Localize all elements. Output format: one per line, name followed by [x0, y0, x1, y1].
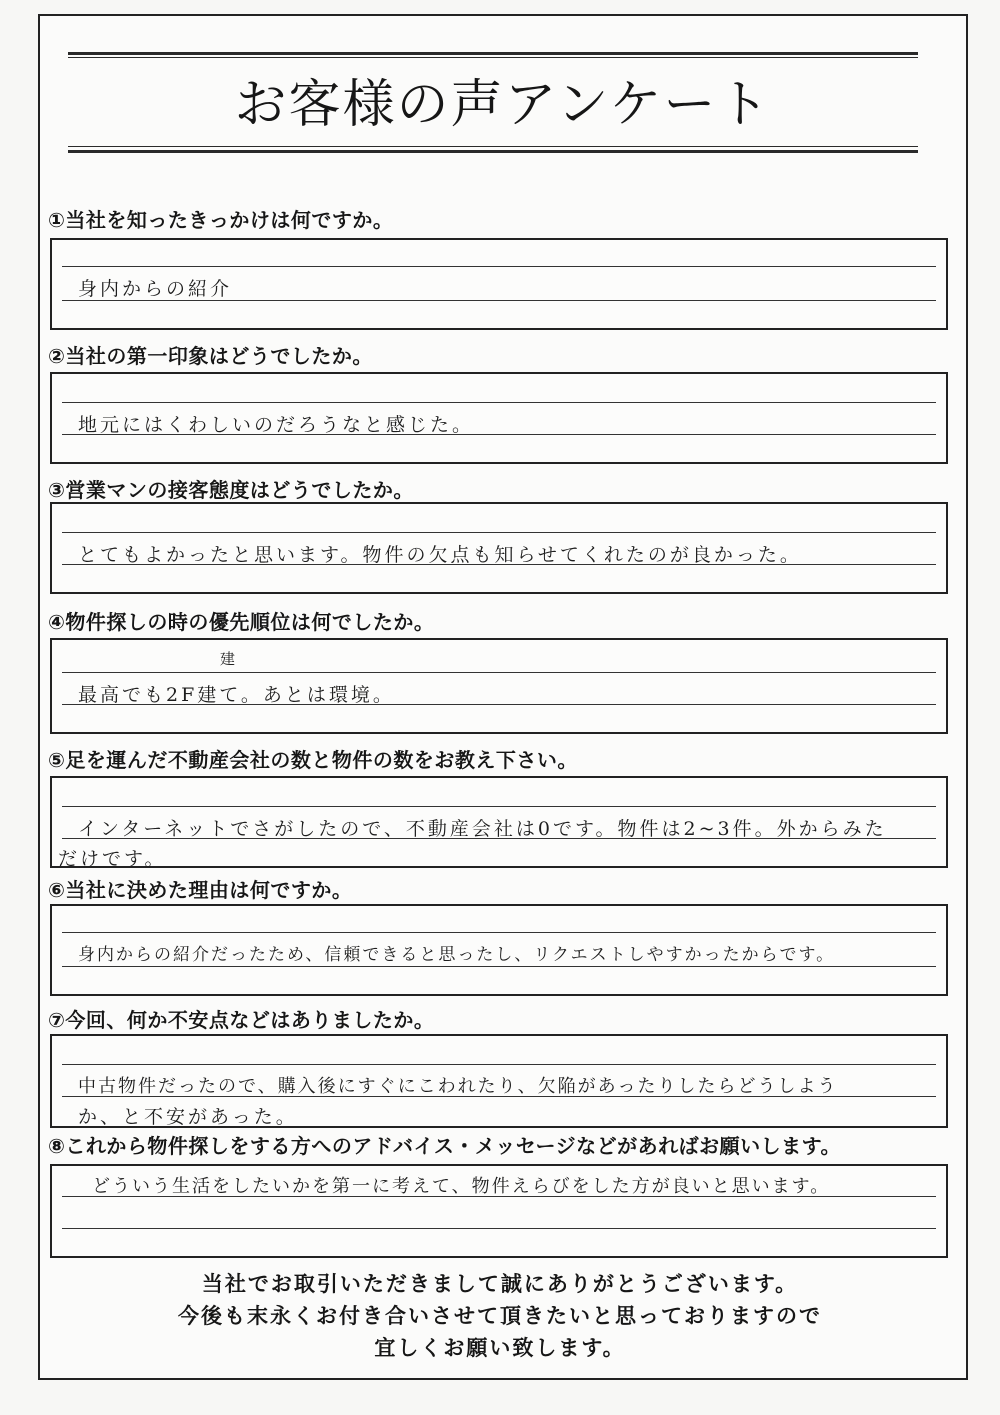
answer-2-text: 地元にはくわしいのだろうなと感じた。 [78, 414, 475, 436]
answer-7-text-line-2: か、と不安があった。 [78, 1106, 298, 1128]
answer-1-text: 身内からの紹介 [78, 278, 233, 300]
answer-line [62, 932, 936, 933]
answer-8-text: どういう生活をしたいかを第一に考えて、物件えらびをした方が良いと思います。 [92, 1176, 831, 1197]
answer-2-box [50, 372, 948, 464]
question-1-label: ①当社を知ったきっかけは何ですか。 [48, 208, 394, 232]
title-top-rule-thin [68, 57, 918, 58]
answer-3-text: とてもよかったと思います。物件の欠点も知らせてくれたのが良かった。 [78, 544, 802, 566]
title-top-rule [68, 52, 918, 55]
question-2-label: ②当社の第一印象はどうでしたか。 [48, 344, 373, 368]
question-6-label: ⑥当社に決めた理由は何ですか。 [48, 878, 353, 902]
answer-line [62, 672, 936, 673]
answer-5-box [50, 776, 948, 868]
answer-line [62, 1064, 936, 1065]
answer-line [62, 1228, 936, 1229]
answer-5-text-line-2: だけです。 [58, 848, 167, 870]
footer-line-3: 宜しくお願い致します。 [374, 1336, 626, 1360]
question-7-label: ⑦今回、何か不安点などはありましたか。 [48, 1008, 435, 1032]
answer-line [62, 966, 936, 967]
question-3-label: ③営業マンの接客態度はどうでしたか。 [48, 478, 414, 502]
answer-8-box [50, 1164, 948, 1258]
answer-7-box [50, 1034, 948, 1128]
answer-5-text-line-1: インターネットでさがしたので、不動産会社は0です。物件は2~3件。外からみた [78, 818, 887, 840]
answer-line [62, 266, 936, 267]
page-title: お客様の声アンケート [234, 75, 772, 135]
answer-1-box [50, 238, 948, 330]
answer-6-text: 身内からの紹介だったため、信頼できると思ったし、リクエストしやすかったからです。 [78, 945, 836, 965]
answer-4-ruby: 建 [220, 650, 236, 668]
answer-3-box [50, 502, 948, 594]
answer-4-text: 最高でも2F建て。あとは環境。 [78, 684, 395, 706]
answer-line [62, 806, 936, 807]
question-4-label: ④物件探しの時の優先順位は何でしたか。 [48, 610, 435, 634]
footer-line-1: 当社でお取引いただきまして誠にありがとうございます。 [201, 1272, 799, 1296]
title-bottom-rule-thin [68, 146, 918, 147]
answer-line [62, 402, 936, 403]
title-bottom-rule [68, 150, 918, 153]
question-5-label: ⑤足を運んだ不動産会社の数と物件の数をお教え下さい。 [48, 748, 578, 772]
answer-6-box [50, 904, 948, 996]
footer-line-2: 今後も末永くお付き合いさせて頂きたいと思っておりますので [178, 1304, 822, 1328]
answer-7-text-line-1: 中古物件だったので、購入後にすぐにこわれたり、欠陥があったりしたらどうしよう [78, 1076, 838, 1097]
answer-4-box [50, 638, 948, 734]
question-8-label: ⑧これから物件探しをする方へのアドバイス・メッセージなどがあればお願いします。 [48, 1134, 842, 1158]
answer-line [62, 532, 936, 533]
